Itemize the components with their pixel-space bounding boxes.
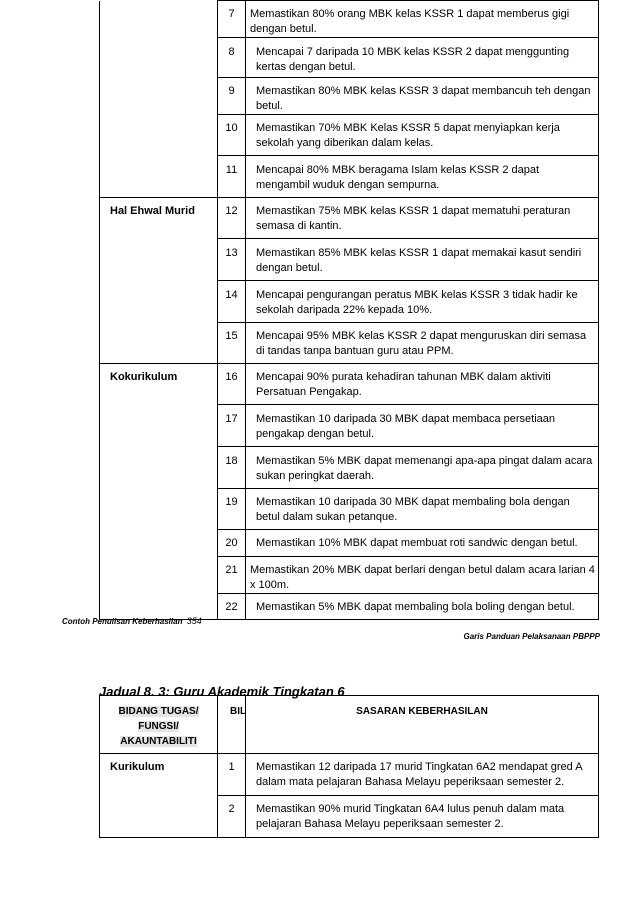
area-cell (100, 489, 218, 530)
page-number: 354 (186, 616, 202, 626)
table-row (100, 239, 599, 281)
table-row (100, 530, 599, 557)
bil-cell: 2 (218, 796, 246, 838)
target-cell: Memastikan 70% MBK Kelas KSSR 5 dapat menyiapkan kerja sekolah yang diberikan dalam kelas. (246, 115, 599, 156)
area-cell: Hal Ehwal Murid (100, 198, 218, 239)
target-cell: Memastikan 5% MBK dapat memenangi apa-apa pingat dalam acara sukan peringkat daerah. (246, 447, 599, 489)
header-area (100, 696, 218, 754)
area-cell (100, 530, 218, 557)
footer-left (62, 616, 202, 626)
bil-cell: 8 (218, 38, 246, 78)
table-row (100, 198, 599, 239)
header-area-label: BIDANG TUGAS/ FUNGSI/ AKAUNTABILITI (118, 706, 199, 747)
bil-cell: 14 (218, 281, 246, 323)
bil-cell: 19 (218, 489, 246, 530)
area-cell: Kokurikulum (100, 364, 218, 405)
bil-cell: 13 (218, 239, 246, 281)
table-row (100, 156, 599, 198)
footer-right: Garis Panduan Pelaksanaan PBPPP (463, 632, 600, 641)
area-cell (100, 557, 218, 594)
bil-cell: 22 (218, 594, 246, 620)
bil-cell: 15 (218, 323, 246, 364)
table-row (100, 557, 599, 594)
area-cell (100, 405, 218, 447)
target-cell: Mencapai 7 daripada 10 MBK kelas KSSR 2 dapat menggunting kertas dengan betul. (246, 38, 599, 78)
target-cell: Memastikan 10 daripada 30 MBK dapat membaca persetiaan pengakap dengan betul. (246, 405, 599, 447)
target-cell: Memastikan 10% MBK dapat membuat roti sandwic dengan betul. (246, 530, 599, 557)
area-cell (100, 323, 218, 364)
target-cell: Memastikan 5% MBK dapat membaling bola boling dengan betul. (246, 594, 599, 620)
table-caption: Jadual 8. 3: Guru Akademik Tingkatan 6 (99, 684, 345, 699)
bil-cell: 10 (218, 115, 246, 156)
target-cell: Mencapai 90% purata kehadiran tahunan MBK dalam aktiviti Persatuan Pengakap. (246, 364, 599, 405)
bil-cell: 12 (218, 198, 246, 239)
table-row (100, 1, 599, 38)
table-row (100, 38, 599, 78)
target-cell: Memastikan 20% MBK dapat berlari dengan betul dalam acara larian 4 x 100m. (246, 557, 599, 594)
target-cell: Memastikan 80% orang MBK kelas KSSR 1 dapat memberus gigi dengan betul. (246, 1, 599, 38)
header-target: SASARAN KEBERHASILAN (246, 696, 599, 754)
bil-cell: 21 (218, 557, 246, 594)
area-cell (100, 239, 218, 281)
table-row (100, 364, 599, 405)
kpi-table-form6 (99, 695, 599, 838)
target-cell: Mencapai 95% MBK kelas KSSR 2 dapat menguruskan diri semasa di tandas tanpa bantuan guru atau PPM. (246, 323, 599, 364)
target-cell: Memastikan 10 daripada 30 MBK dapat membaling bola dengan betul dalam sukan petanque. (246, 489, 599, 530)
target-cell: Mencapai 80% MBK beragama Islam kelas KSSR 2 dapat mengambil wuduk dengan sempurna. (246, 156, 599, 198)
table-row (100, 281, 599, 323)
table-row (100, 115, 599, 156)
target-cell: Memastikan 75% MBK kelas KSSR 1 dapat mematuhi peraturan semasa di kantin. (246, 198, 599, 239)
bil-cell: 11 (218, 156, 246, 198)
area-cell (100, 115, 218, 156)
table-row (100, 754, 599, 796)
target-cell: Memastikan 80% MBK kelas KSSR 3 dapat membancuh teh dengan betul. (246, 78, 599, 115)
table-row (100, 78, 599, 115)
area-cell (100, 38, 218, 78)
bil-cell: 16 (218, 364, 246, 405)
bil-cell: 1 (218, 754, 246, 796)
area-cell (100, 156, 218, 198)
target-cell: Memastikan 90% murid Tingkatan 6A4 lulus penuh dalam mata pelajaran Bahasa Melayu peperiksaan semester 2. (246, 796, 599, 838)
table-row (100, 323, 599, 364)
area-cell (100, 281, 218, 323)
footer-left-label: Contoh Penulisan Keberhasilan (62, 617, 183, 626)
bil-cell: 17 (218, 405, 246, 447)
bil-cell: 18 (218, 447, 246, 489)
table-row (100, 489, 599, 530)
target-cell: Memastikan 85% MBK kelas KSSR 1 dapat memakai kasut sendiri dengan betul. (246, 239, 599, 281)
area-cell (100, 447, 218, 489)
header-bil: BIL (218, 696, 246, 754)
bil-cell: 20 (218, 530, 246, 557)
area-cell (100, 78, 218, 115)
header-row (100, 696, 599, 754)
area-cell (100, 1, 218, 38)
bil-cell: 9 (218, 78, 246, 115)
kpi-table-continued (99, 0, 599, 620)
target-cell: Memastikan 12 daripada 17 murid Tingkatan 6A2 mendapat gred A dalam mata pelajaran Bahasa Melayu peperiksaan semester 2. (246, 754, 599, 796)
area-cell: Kurikulum (100, 754, 218, 838)
table-row (100, 405, 599, 447)
target-cell: Mencapai pengurangan peratus MBK kelas KSSR 3 tidak hadir ke sekolah daripada 22% kepada 10%. (246, 281, 599, 323)
table-row (100, 447, 599, 489)
bil-cell: 7 (218, 1, 246, 38)
